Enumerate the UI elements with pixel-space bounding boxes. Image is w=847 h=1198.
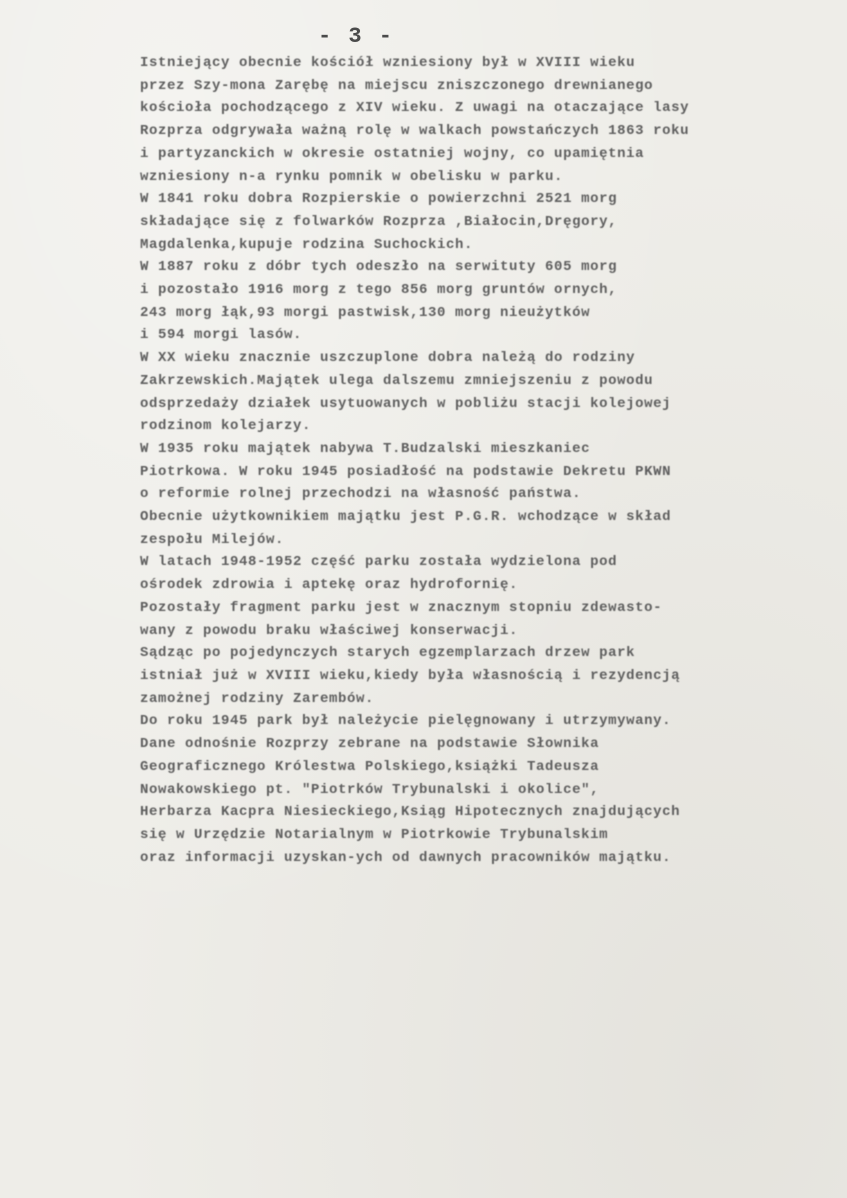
text-line: W 1841 roku dobra Rozpierskie o powierzchni 2521 morg bbox=[140, 191, 618, 208]
text-line: istniał już w XVIII wieku,kiedy była własnością i rezydencją bbox=[140, 667, 681, 684]
text-line: i 594 morgi lasów. bbox=[140, 327, 303, 344]
text-line: oraz informacji uzyskan-ych od dawnych pracowników majątku. bbox=[140, 849, 672, 866]
text-line: się w Urzędzie Notarialnym w Piotrkowie Trybunalskim bbox=[140, 826, 609, 843]
text-line: zespołu Milejów. bbox=[140, 531, 285, 548]
text-line: Istniejący obecnie kościół wzniesiony był w XVIII wieku bbox=[140, 55, 636, 71]
text-line: Geograficznego Królestwa Polskiego,książki Tadeusza bbox=[140, 758, 600, 775]
text-line: Piotrkowa. W roku 1945 posiadłość na podstawie Dekretu PKWN bbox=[140, 463, 672, 480]
text-line: Nowakowskiego pt. "Piotrków Trybunalski i okolice", bbox=[140, 781, 600, 798]
text-line: W 1887 roku z dóbr tych odeszło na serwituty 605 morg bbox=[140, 259, 618, 276]
text-line: Magdalenka,kupuje rodzina Suchockich. bbox=[140, 236, 474, 253]
text-line: Zakrzewskich.Majątek ulega dalszemu zmniejszeniu z powodu bbox=[140, 372, 654, 389]
text-line: W XX wieku znacznie uszczuplone dobra należą do rodziny bbox=[140, 350, 636, 367]
text-line: zamożnej rodziny Zarembów. bbox=[140, 690, 375, 707]
typed-text-body bbox=[140, 52, 820, 869]
text-line: Do roku 1945 park był należycie pielęgnowany i utrzymywany. bbox=[140, 713, 672, 730]
text-line: W latach 1948-1952 część parku została wydzielona pod bbox=[140, 554, 618, 571]
text-line: Dane odnośnie Rozprzy zebrane na podstawie Słownika bbox=[140, 736, 600, 753]
text-line: odsprzedaży działek usytuowanych w pobliżu stacji kolejowej bbox=[140, 395, 672, 412]
text-line: składające się z folwarków Rozprza ,Białocin,Dręgory, bbox=[140, 213, 618, 230]
text-line: Obecnie użytkownikiem majątku jest P.G.R. wchodzące w skład bbox=[140, 509, 672, 526]
text-line: wzniesiony n-a rynku pomnik w obelisku w parku. bbox=[140, 168, 564, 185]
text-line: W 1935 roku majątek nabywa T.Budzalski mieszkaniec bbox=[140, 440, 591, 457]
text-line: i pozostało 1916 morg z tego 856 morg gruntów ornych, bbox=[140, 282, 618, 299]
text-line: o reformie rolnej przechodzi na własność państwa. bbox=[140, 486, 582, 503]
text-line: przez Szy-mona Zarębę na miejscu zniszczonego drewnianego bbox=[140, 77, 654, 94]
text-line: i partyzanckich w okresie ostatniej wojny, co upamiętnia bbox=[140, 145, 645, 162]
text-line: kościoła pochodzącego z XIV wieku. Z uwagi na otaczające lasy bbox=[140, 100, 690, 117]
text-line: 243 morg łąk,93 morgi pastwisk,130 morg nieużytków bbox=[140, 304, 591, 321]
page-number: - 3 - bbox=[318, 24, 395, 49]
text-line: rodzinom kolejarzy. bbox=[140, 418, 312, 435]
text-line: Herbarza Kacpra Niesieckiego,Ksiąg Hipotecznych znajdujących bbox=[140, 804, 681, 821]
text-line: Rozprza odgrywała ważną rolę w walkach powstańczych 1863 roku bbox=[140, 123, 690, 140]
text-line: ośrodek zdrowia i aptekę oraz hydrofornię. bbox=[140, 577, 519, 594]
text-line: wany z powodu braku właściwej konserwacji. bbox=[140, 622, 519, 639]
text-line: Pozostały fragment parku jest w znacznym stopniu zdewasto- bbox=[140, 599, 663, 616]
text-line: Sądząc po pojedynczych starych egzemplarzach drzew park bbox=[140, 645, 636, 662]
